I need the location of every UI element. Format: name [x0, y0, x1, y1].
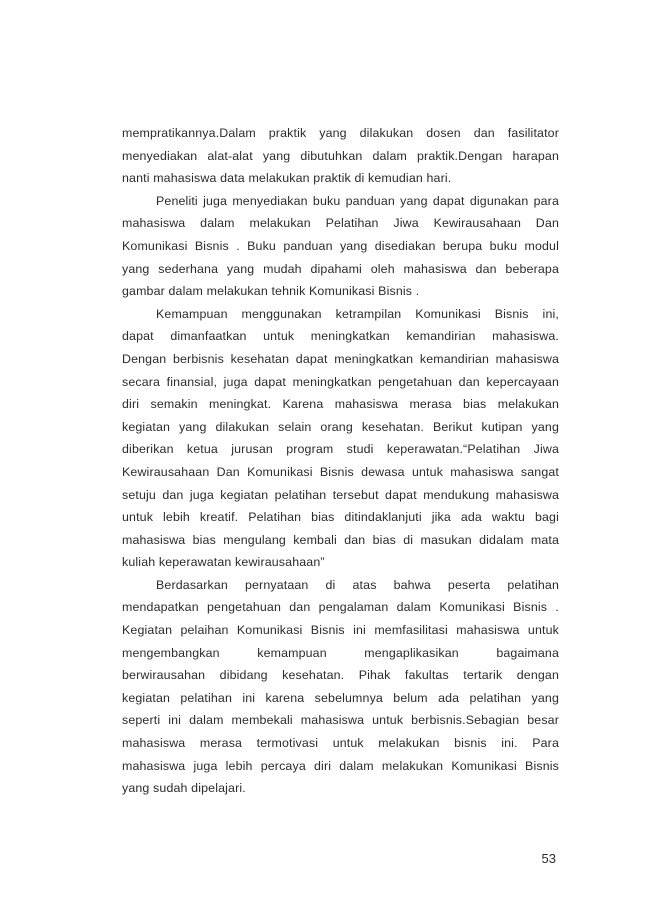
text-line: diri semakin meningkat. Karena mahasiswa merasa bias melakukan — [122, 397, 559, 412]
text-line: yang sederhana yang mudah dipahami oleh mahasiswa dan beberapa — [122, 261, 559, 276]
page-number: 53 — [541, 851, 556, 866]
text-line: mahasiswa dalam melakukan Pelatihan Jiwa Kewirausahaan Dan — [122, 216, 559, 231]
text-line: untuk lebih kreatif. Pelatihan bias ditindaklanjuti jika ada waktu bagi — [122, 510, 559, 525]
text-line: Berdasarkan pernyataan di atas bahwa peserta pelatihan — [156, 577, 559, 592]
text-line: berwirausahan dibidang kesehatan. Pihak fakultas tertarik dengan — [122, 668, 559, 683]
text-line: menyediakan alat-alat yang dibutuhkan dalam praktik.Dengan harapan — [122, 148, 559, 163]
text-line: mengembangkan kemampuan mengaplikasikan bagaimana — [122, 645, 559, 660]
text-line: mahasiswa merasa termotivasi untuk melakukan bisnis ini. Para — [122, 736, 559, 751]
text-line: setuju dan juga kegiatan pelatihan tersebut dapat mendukung mahasiswa — [122, 487, 559, 502]
text-line: gambar dalam melakukan tehnik Komunikasi Bisnis . — [122, 284, 420, 299]
body-text — [122, 122, 559, 800]
text-line: mahasiswa bias mengulang kembali dan bias di masukan didalam mata — [122, 532, 559, 547]
text-line: Kegiatan pelaihan Komunikasi Bisnis ini memfasilitasi mahasiswa untuk — [122, 623, 559, 638]
text-line: Kewirausahaan Dan Komunikasi Bisnis dewasa untuk mahasiswa sangat — [122, 464, 559, 479]
text-line: Dengan berbisnis kesehatan dapat meningkatkan kemandirian mahasiswa — [122, 351, 559, 366]
text-line: Peneliti juga menyediakan buku panduan yang dapat digunakan para — [156, 193, 559, 208]
text-line: seperti ini dalam membekali mahasiswa untuk berbisnis.Sebagian besar — [122, 713, 559, 728]
text-line: mahasiswa juga lebih percaya diri dalam melakukan Komunikasi Bisnis — [122, 758, 559, 773]
text-line: yang sudah dipelajari. — [122, 781, 246, 796]
text-line: kuliah keperawatan kewirausahaan” — [122, 555, 325, 570]
text-line: kegiatan pelatihan ini karena sebelumnya belum ada pelatihan yang — [122, 690, 559, 705]
text-line: diberikan ketua jurusan program studi keperawatan.“Pelatihan Jiwa — [122, 442, 559, 457]
text-line: dapat dimanfaatkan untuk meningkatkan kemandirian mahasiswa. — [122, 329, 559, 344]
text-line: kegiatan yang dilakukan selain orang kesehatan. Berikut kutipan yang — [122, 419, 559, 434]
text-line: secara finansial, juga dapat meningkatkan pengetahuan dan kepercayaan — [122, 374, 559, 389]
text-line: Kemampuan menggunakan ketrampilan Komunikasi Bisnis ini, — [156, 306, 559, 321]
text-line: mendapatkan pengetahuan dan pengalaman dalam Komunikasi Bisnis . — [122, 600, 559, 615]
text-line: Komunikasi Bisnis . Buku panduan yang disediakan berupa buku modul — [122, 238, 559, 253]
text-line: mempratikannya.Dalam praktik yang dilakukan dosen dan fasilitator — [122, 126, 559, 140]
text-line: nanti mahasiswa data melakukan praktik di kemudian hari. — [122, 171, 452, 186]
